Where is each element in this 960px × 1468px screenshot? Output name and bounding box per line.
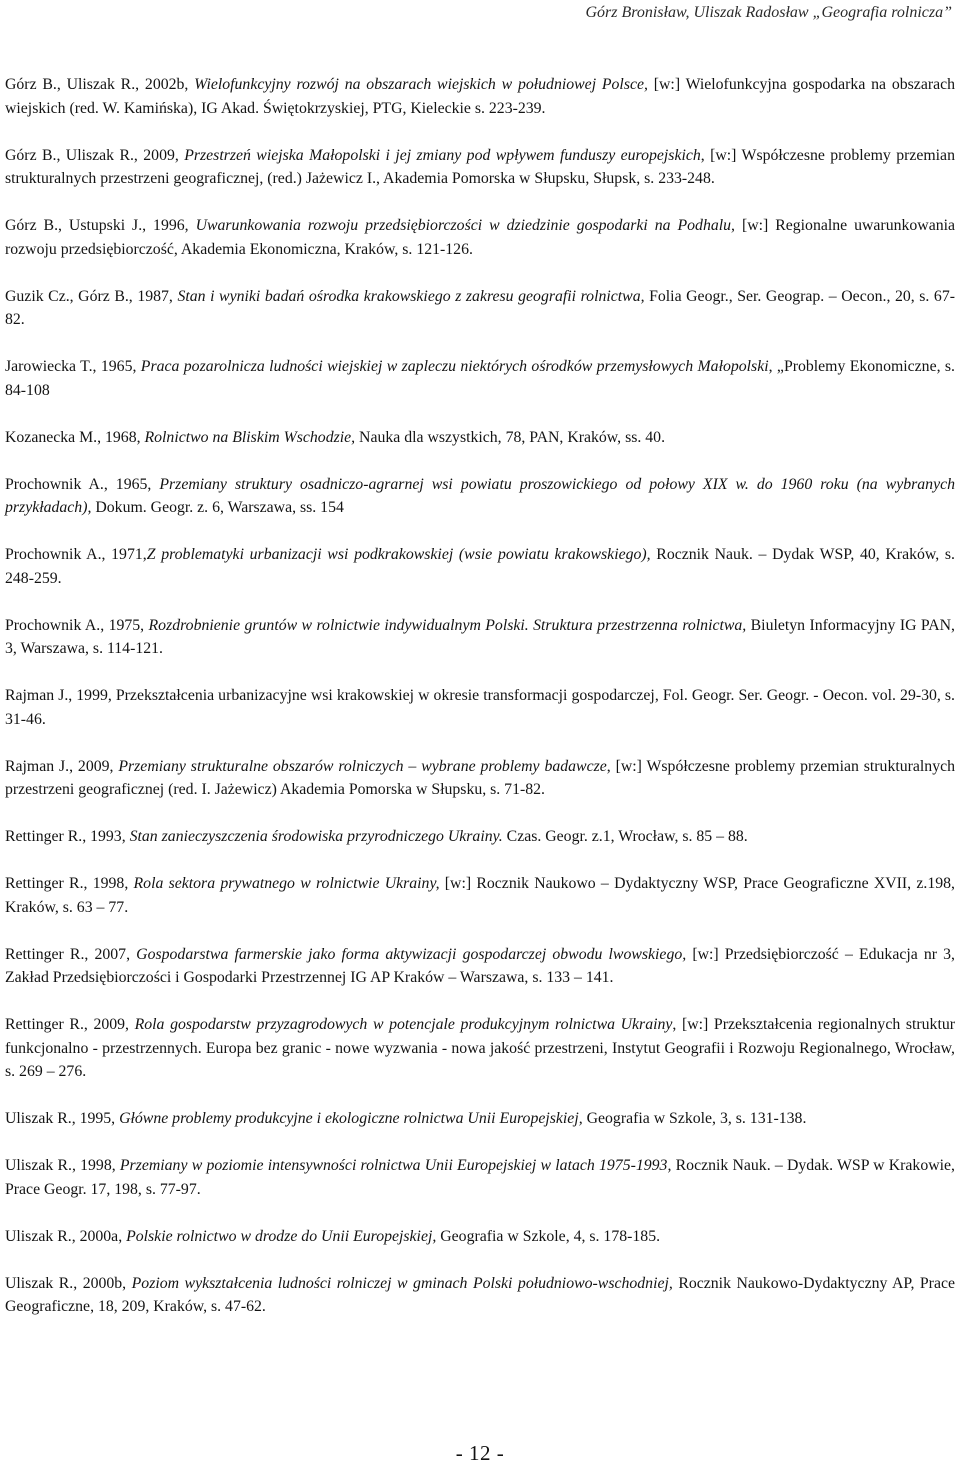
reference-source: [w:] Rocznik Naukowo – Dydaktyczny WSP, Prace Geograficzne XVII, z.198, Kraków, s. 63 – 77. [5,875,955,916]
running-header: Górz Bronisław, Uliszak Radosław „Geografia rolnicza” [585,4,952,21]
reference-authors: Prochownik A., 1975, [5,616,149,634]
reference-title: Rola gospodarstw przyzagrodowych w potencjale produkcyjnym rolnictwa Ukrainy [134,1016,673,1033]
reference-title: Stan i wyniki badań ośrodka krakowskiego z zakresu geografii rolnictwa, [177,287,645,305]
reference-title: Uwarunkowania rozwoju przedsiębiorczości w dziedzinie gospodarki na Podhalu, [195,217,735,234]
reference-entry [5,872,955,919]
reference-entry [5,1107,955,1131]
reference-entry [5,426,955,450]
reference-authors: Guzik Cz., Górz B., 1987, [5,287,178,305]
reference-title: Rola sektora prywatnego w rolnictwie Ukrainy, [133,875,440,892]
reference-source: , [w:] Współczesne problemy przemian strukturalnych przestrzeni geograficznej, (red.) Jażewicz I., Akademia Pomorska w Słupsku, Słupsk, s. 233-248. [5,146,955,187]
reference-entry [5,684,955,731]
reference-title: Przemiany strukturalne obszarów rolniczych – wybrane problemy badawcze [118,757,607,775]
reference-authors: Rajman J., 1999, Przekształcenia urbanizacyjne wsi krakowskiej w okresie transformacji gospodarczej, Fol. Geogr. Ser. Geogr. - Oecon. vol. 29-30, s. 31-46. [5,687,955,728]
reference-entry [5,1225,955,1249]
reference-entry [5,144,955,191]
reference-source: [w:] Wielofunkcyjna gospodarka na obszarach wiejskich (red. W. Kamińska), IG Akad. Świętokrzyskiej, PTG, Kieleckie s. 223-239. [5,76,956,117]
reference-authors: Rettinger R., 1998, [5,875,134,892]
reference-authors: Rajman J., 2009, [5,757,119,775]
reference-entry [5,943,955,990]
reference-title: Praca pozarolnicza ludności wiejskiej w zapleczu niektórych ośrodków przemysłowych Małopolski [140,358,769,375]
reference-authors: Górz B., Uliszak R., 2009, [5,146,185,164]
reference-entry [5,285,955,332]
reference-source: Folia Geogr., Ser. Geograp. – Oecon., 20, s. 67-82. [5,287,955,328]
reference-source: , „Problemy Ekonomiczne, s. 84-108 [5,358,956,399]
reference-title: Rolnictwo na Bliskim Wschodzie, [144,428,356,446]
reference-authors: Górz B., Uliszak R., 2002b, [5,76,195,93]
reference-source: Biuletyn Informacyjny IG PAN, 3, Warszawa, s. 114-121. [5,616,955,657]
reference-title: Przemiany struktury osadniczo-agrarnej wsi powiatu proszowickiego od połowy XIX w. do 1960 roku (na wybranych przykładach), [5,475,955,516]
reference-source: , [w:] Współczesne problemy przemian strukturalnych przestrzeni geograficznej (red. I. Jażewicz) Akademia Pomorska w Słupsku, s. 71-82. [5,757,956,798]
reference-entry [5,825,955,849]
reference-entry [5,543,955,590]
reference-title: Wielofunkcyjny rozwój na obszarach wiejskich w południowej Polsce, [194,76,648,93]
reference-entry [5,1013,955,1084]
reference-entry [5,355,955,402]
reference-authors: Kozanecka M., 1968, [5,428,145,446]
reference-authors: Uliszak R., 1995, [5,1110,120,1127]
reference-title: Przestrzeń wiejska Małopolski i jej zmiany pod wpływem funduszy europejskich [184,146,701,164]
reference-source: Dokum. Geogr. z. 6, Warszawa, ss. 154 [91,499,344,516]
reference-title: Poziom wykształcenia ludności rolniczej w gminach Polski południowo-wschodniej, [131,1274,673,1292]
reference-source: Nauka dla wszystkich, 78, PAN, Kraków, ss. 40. [355,428,666,446]
reference-source: Czas. Geogr. z.1, Wrocław, s. 85 – 88. [502,828,748,845]
reference-authors: Uliszak R., 2000a, [5,1227,127,1245]
reference-title: Główne problemy produkcyjne i ekologiczne rolnictwa Unii Europejskiej, [119,1110,583,1127]
reference-authors: Jarowiecka T., 1965, [5,358,141,375]
reference-source: Rocznik Nauk. – Dydak. WSP w Krakowie, Prace Geogr. 17, 198, s. 77-97. [5,1157,955,1198]
reference-list [5,73,955,1342]
reference-authors: Prochownik A., 1965, [5,475,160,493]
reference-authors: Uliszak R., 1998, [5,1157,120,1174]
reference-entry [5,1272,955,1319]
page-number: - 12 - [455,1441,505,1465]
reference-source: Rocznik Nauk. – Dydak WSP, 40, Kraków, s. 248-259. [5,546,955,587]
reference-authors: Rettinger R., 1993, [5,828,130,845]
reference-title: Przemiany w poziomie intensywności rolnictwa Unii Europejskiej w latach 1975-1993, [119,1157,672,1174]
reference-entry [5,1154,955,1201]
reference-authors: Rettinger R., 2007, [5,945,137,963]
reference-title: Z problematyki urbanizacji wsi podkrakowskiej (wsie powiatu krakowskiego), [146,546,651,563]
reference-authors: Prochownik A., 1971, [5,546,147,563]
reference-authors: Rettinger R., 2009, [5,1016,135,1033]
reference-entry [5,73,955,120]
reference-entry [5,614,955,661]
reference-entry [5,473,955,520]
reference-title: Gospodarstwa farmerskie jako forma aktywizacji gospodarczej obwodu lwowskiego, [136,945,687,963]
reference-title: Stan zanieczyszczenia środowiska przyrodniczego Ukrainy. [129,828,503,845]
reference-entry [5,214,955,261]
reference-source: Geografia w Szkole, 3, s. 131-138. [582,1110,807,1127]
reference-title: Rozdrobnienie gruntów w rolnictwie indywidualnym Polski. Struktura przestrzenna rolnictwa, [148,616,747,634]
reference-source: , [w:] Przekształcenia regionalnych struktur funkcjonalno - przestrzennych. Europa bez granic - nowe wyzwania - nowa jakość przestrzeni, Instytut Geografii i Rozwoju Regionalnego, Wrocław, s. 269 – 276. [5,1016,955,1080]
reference-source: [w:] Przedsiębiorczość – Edukacja nr 3, Zakład Przedsiębiorczości i Gospodarki Przestrzennej IG AP Kraków – Warszawa, s. 133 – 141. [5,945,956,986]
reference-source: Geografia w Szkole, 4, s. 178-185. [436,1227,661,1245]
reference-authors: Uliszak R., 2000b, [5,1274,132,1292]
reference-title: Polskie rolnictwo w drodze do Unii Europejskiej, [126,1227,437,1245]
reference-source: [w:] Regionalne uwarunkowania rozwoju przedsiębiorczość, Akademia Ekonomiczna, Kraków, s. 121-126. [5,217,956,258]
reference-entry [5,755,955,802]
reference-source: Rocznik Naukowo-Dydaktyczny AP, Prace Geograficzne, 18, 209, Kraków, s. 47-62. [5,1274,955,1315]
reference-authors: Górz B., Ustupski J., 1996, [5,217,196,234]
